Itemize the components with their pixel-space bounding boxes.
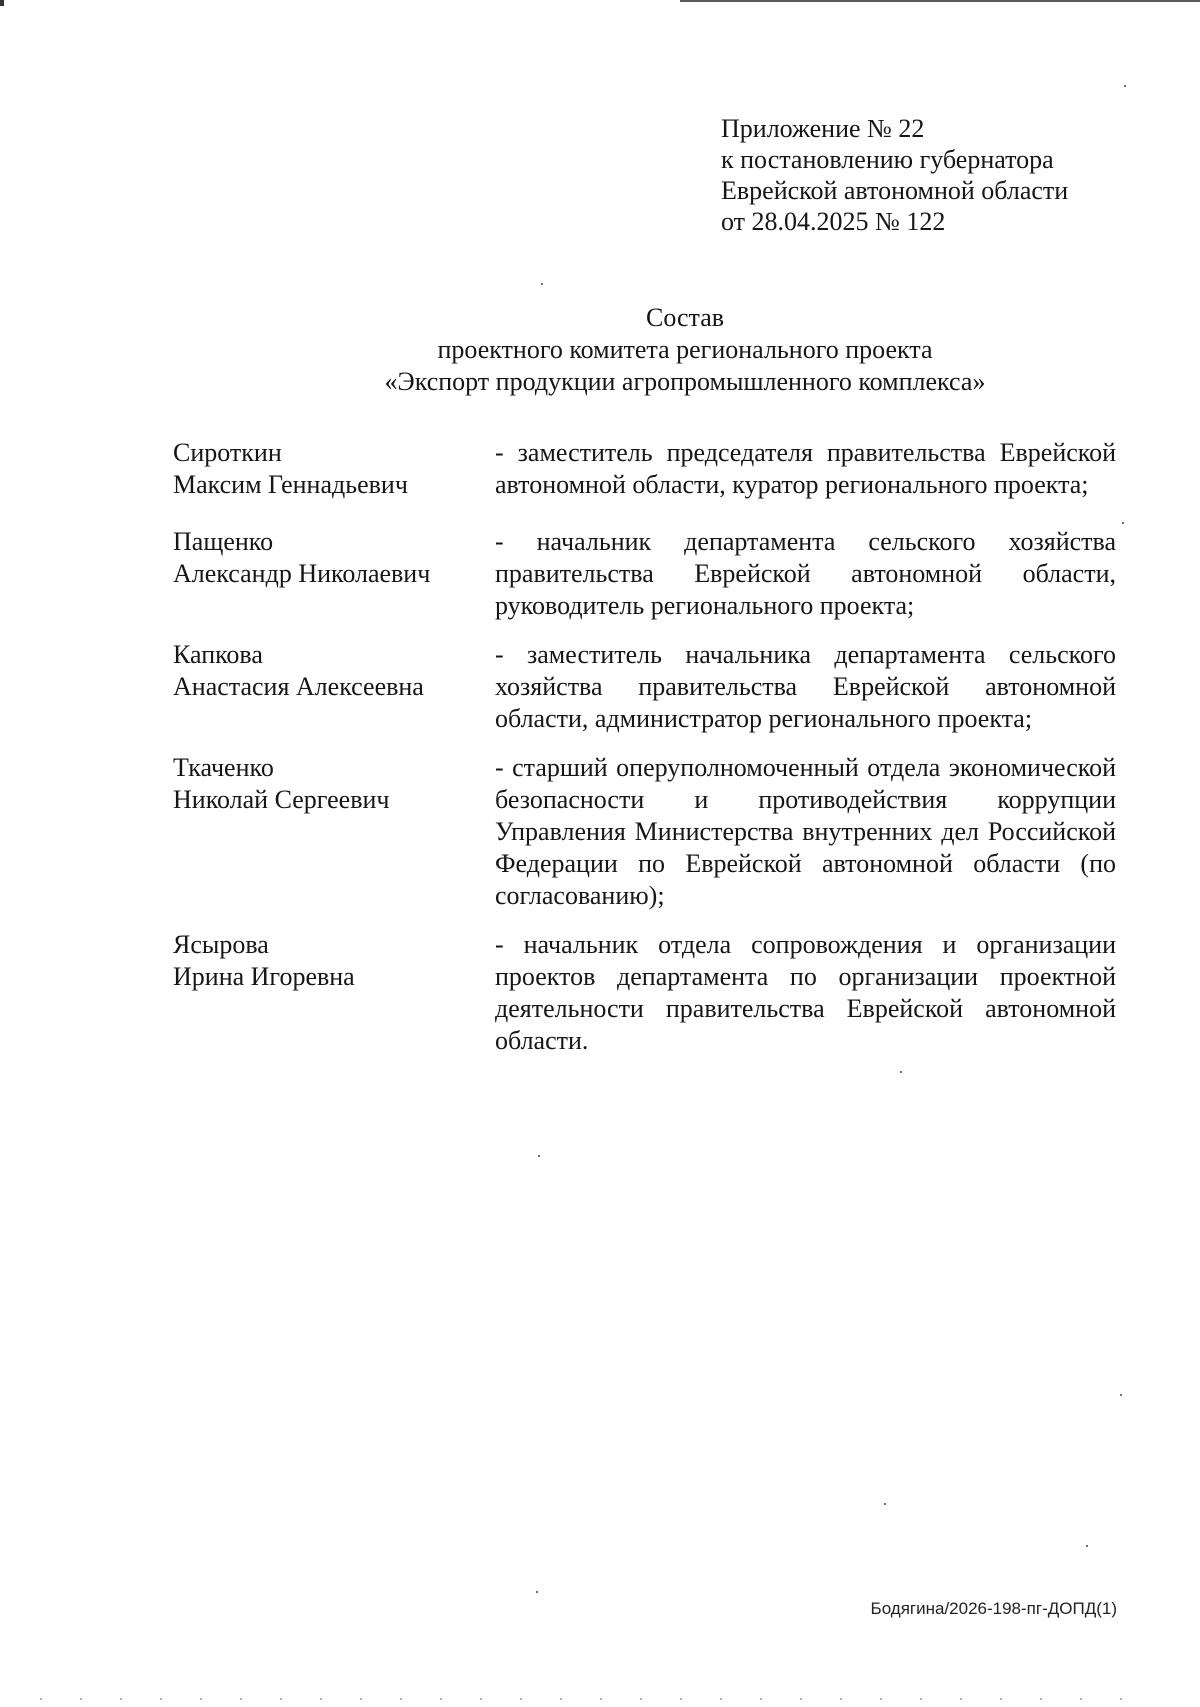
appendix-header <box>721 113 1068 237</box>
appendix-reference: к постановлению губернатора <box>721 145 1054 174</box>
member-surname: Сироткин <box>173 438 282 467</box>
title-subheading: проектного комитета регионального проекта <box>437 335 933 364</box>
member-name <box>173 929 495 993</box>
scan-speck <box>900 1071 902 1073</box>
member-surname: Ясырова <box>173 930 269 959</box>
member-given-names: Анастасия Алексеевна <box>173 672 424 701</box>
scan-artifact <box>0 0 4 6</box>
member-role: - заместитель начальника департамента сельского хозяйства правительства Еврейской автономной области, администратор регионального проекта; <box>495 640 1116 733</box>
member-role: - заместитель председателя правительства Еврейской автономной области, куратор регионального проекта; <box>495 438 1116 499</box>
title-project-name: «Экспорт продукции агропромышленного комплекса» <box>384 367 986 396</box>
member-given-names: Николай Сергеевич <box>173 785 390 814</box>
member-entry <box>173 437 1116 501</box>
scan-speck <box>1120 1394 1122 1396</box>
scan-speck <box>541 283 543 285</box>
member-name <box>173 639 495 703</box>
scan-artifact <box>680 0 1200 2</box>
member-role: - начальник отдела сопровождения и организации проектов департамента по организации проектной деятельности правительства Еврейской автономной области. <box>495 930 1116 1055</box>
member-given-names: Максим Геннадьевич <box>173 470 408 499</box>
member-entry <box>173 639 1116 735</box>
member-name <box>173 437 495 501</box>
member-role: - старший оперуполномоченный отдела экономической безопасности и противодействия коррупции Управления Министерства внутренних дел Российской Федерации по Еврейской автономной области (по согласованию); <box>495 753 1116 910</box>
member-surname: Ткаченко <box>173 753 274 782</box>
member-given-names: Ирина Игоревна <box>173 962 355 991</box>
scan-speck <box>1124 85 1126 87</box>
scan-speck <box>536 1591 538 1593</box>
scan-speck <box>884 1503 886 1505</box>
scan-speck <box>1086 1545 1088 1547</box>
appendix-date: от 28.04.2025 № 122 <box>721 207 946 236</box>
member-name <box>173 752 495 816</box>
document-title <box>250 302 1120 398</box>
member-given-names: Александр Николаевич <box>173 559 431 588</box>
member-entry <box>173 526 1116 622</box>
appendix-number: Приложение № 22 <box>721 114 925 143</box>
member-surname: Капкова <box>173 640 263 669</box>
scan-artifact <box>40 1698 1160 1700</box>
member-entry <box>173 752 1116 912</box>
member-entry <box>173 929 1116 1057</box>
committee-members-list <box>173 437 1116 1057</box>
document-registration-code: Бодягина/2026-198-пг-ДОПД(1) <box>870 1599 1117 1618</box>
member-role: - начальник департамента сельского хозяйства правительства Еврейской автономной области, руководитель регионального проекта; <box>495 527 1116 620</box>
member-surname: Пащенко <box>173 527 274 556</box>
scan-speck <box>538 1155 540 1157</box>
title-heading: Состав <box>645 303 725 332</box>
appendix-region: Еврейской автономной области <box>721 176 1069 205</box>
member-name <box>173 526 495 590</box>
scan-speck <box>1122 522 1124 524</box>
